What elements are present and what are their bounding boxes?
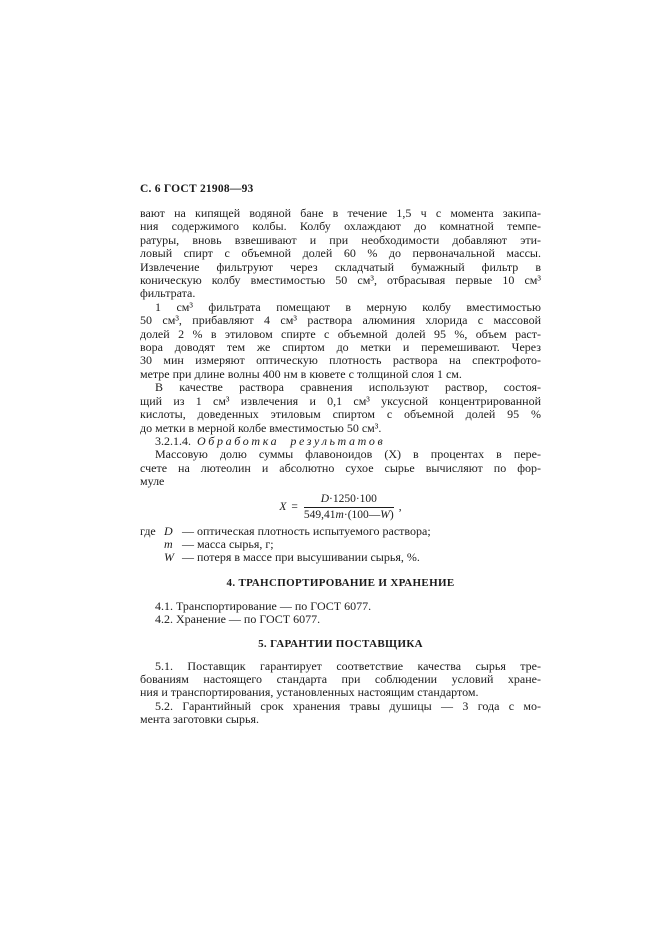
where-item-w [140,551,541,564]
text-line: до метки в мерной колбе вместимостью 50 см³. [140,420,382,435]
text-line: В качестве раствора сравнения используют раствор, состоя- [155,380,541,395]
text-line: вора доводят тем же спиртом до метки и перемешивают. Через [140,340,541,355]
text-line: кислоты, доведенных этиловым спиртом с объемной долей 95 % [140,407,541,422]
text-line: мента заготовки сырья. [140,712,259,727]
text-line: 1 см³ фильтрата помещают в мерную колбу вместимостью [155,299,541,314]
text-line: ратуры, вновь взвешивают и при необходимости добавляют эти- [140,232,541,247]
section-5-heading: 5. ГАРАНТИИ ПОСТАВЩИКА [258,637,423,650]
text-line: Извлечение фильтруют через складчатый бумажный фильтр в [140,259,541,274]
text-line: Массовую долю суммы флавоноидов (X) в процентах в пере- [155,447,541,462]
paragraph-filtrate [140,301,541,381]
paragraph-5-2 [140,700,541,727]
text-line: ловый спирт с объемной долей 60 % до первоначальной массы. [140,246,541,261]
where-item-d [140,525,541,538]
symbol-w: W [164,550,174,565]
page-header: С. 6 ГОСТ 21908—93 [140,183,254,195]
text-line: ния содержимого колбы. Колбу охлаждают до комнатной темпе- [140,219,541,234]
fraction-numerator: D·1250·100 [304,493,394,508]
text-line: вают на кипящей водяной бане в течение 1,5 ч с момента закипа- [140,206,541,220]
text-line: муле [140,474,165,489]
paragraph-boiling [140,207,541,301]
text-line: долей 2 % в этиловом спирте с объемной долей 95 %, объем раст- [140,326,541,341]
equals-sign: = [291,500,298,513]
text-line: метре при длине волны 400 нм в кювете с толщиной слоя 1 см. [140,366,462,381]
clause-42: 4.2. Хранение — по ГОСТ 6077. [155,612,321,627]
where-item-m [140,538,541,551]
text-line: ния и транспортирования, установленных настоящим стандартом. [140,685,479,700]
where-prefix: где [140,523,156,538]
text-line: щий из 1 см³ извлечения и 0,1 см³ уксусной концентрированной [140,393,541,408]
clause-heading-3214 [140,435,541,448]
paragraph-5-1 [140,660,541,700]
text-line: 5.2. Гарантийный срок хранения травы душицы — 3 года с мо- [155,698,541,713]
text-line: фильтрата. [140,286,196,301]
formula [140,493,541,522]
fraction-denominator: 549,41m·(100—W) [303,508,394,521]
text-line: 5.1. Поставщик гарантирует соответствие качества сырья тре- [155,658,541,673]
symbol-desc: — оптическая плотность испытуемого раствора; [182,523,431,538]
text-line: 30 мин измеряют оптическую плотность раствора на спектрофото- [140,353,541,368]
fraction [304,493,394,522]
page-content [140,183,541,727]
text-line: бованиям настоящего стандарта при соблюдении условий хране- [140,671,541,686]
formula-variable: X [279,500,287,513]
section-4-heading: 4. ТРАНСПОРТИРОВАНИЕ И ХРАНЕНИЕ [226,576,455,589]
text-line: коническую колбу вместимостью 50 см³, отбрасывая первые 10 см³ [140,273,541,288]
where-list [140,525,541,565]
paragraph-reference-solution [140,381,541,435]
symbol-desc: — масса сырья, г; [182,536,274,551]
section-4-body [140,600,541,627]
text-line: 50 см³, прибавляют 4 см³ раствора алюминия хлорида с массовой [140,313,541,328]
symbol-desc: — потеря в массе при высушивании сырья, %. [182,550,420,565]
symbol-m: m [164,536,173,551]
paragraph-calculation [140,448,541,488]
clause-title: Обработка результатов [197,433,386,448]
clause-number: 3.2.1.4. [155,433,191,448]
formula-comma: , [398,500,402,513]
clause-41: 4.1. Транспортирование — по ГОСТ 6077. [155,598,372,613]
text-line: счете на лютеолин и абсолютно сухое сырье вычисляют по фор- [140,460,541,475]
symbol-d: D [164,523,173,538]
